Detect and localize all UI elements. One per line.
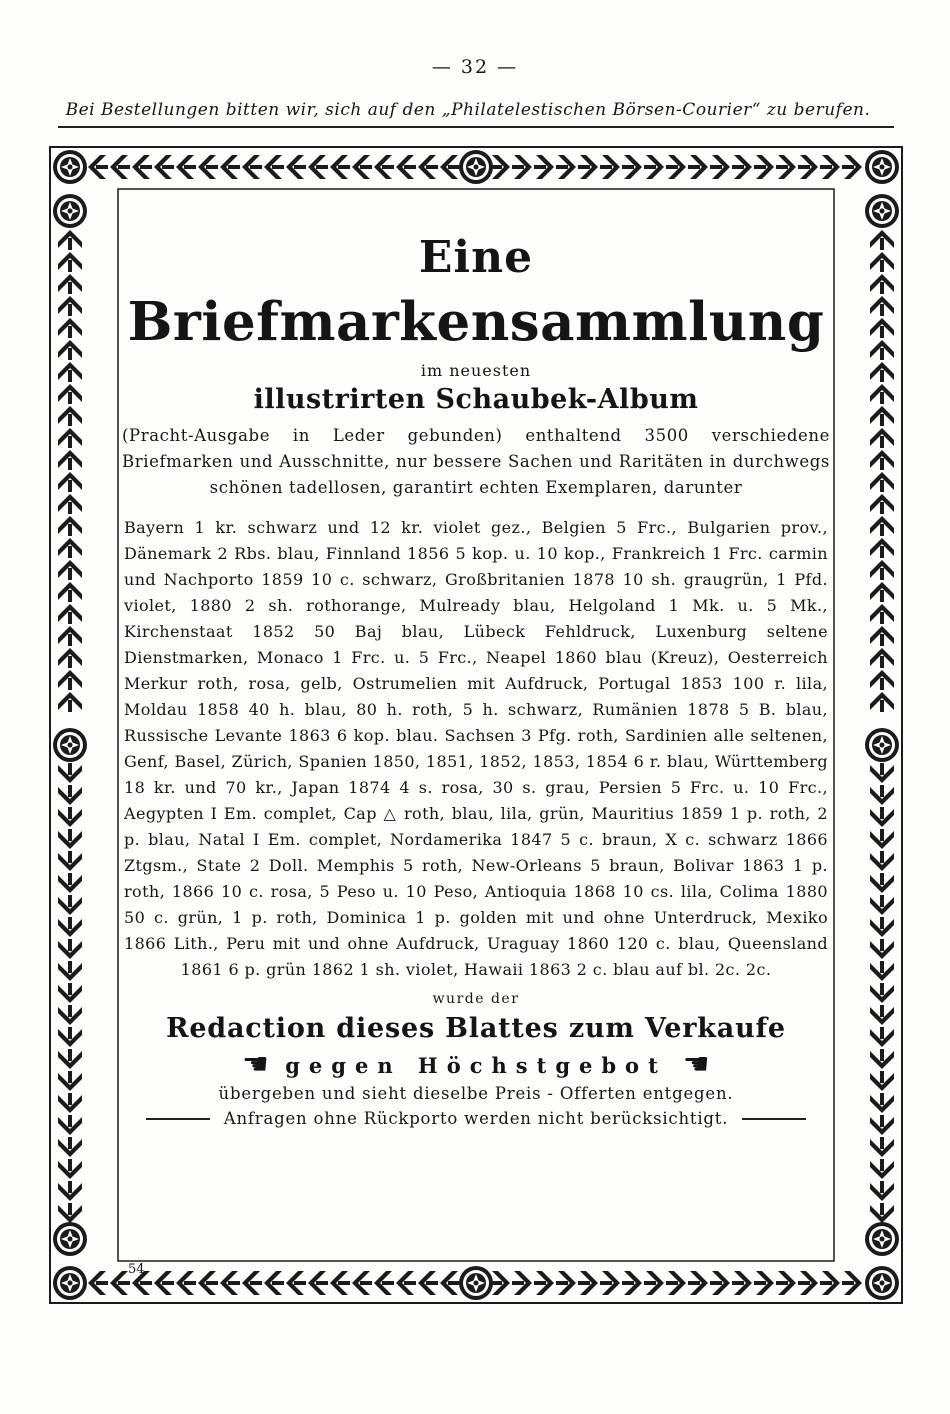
leaf-icon [58,917,82,937]
leaf-icon [870,626,894,646]
leaf-icon [176,1271,196,1295]
leaf-icon [870,1115,894,1135]
leaf-icon [870,873,894,893]
leaf-icon [58,1137,82,1157]
rosette-icon [865,1222,899,1256]
ad-offer: übergeben und sieht dieselbe Preis - Offerten entgegen. [218,1084,734,1103]
rosette-icon [53,194,87,228]
leaf-icon [58,829,82,849]
leaf-icon [870,939,894,959]
leaf-icon [870,384,894,404]
leaf-icon [776,1271,796,1295]
leaf-icon [58,961,82,981]
leaf-icon [58,851,82,871]
leaf-icon [198,1271,218,1295]
ad-subtitle: illustrirten Schaubek-Album [253,384,699,415]
rosette-icon [53,1266,87,1300]
leaf-icon [870,917,894,937]
rosette-icon [459,150,493,184]
leaf-icon [870,1027,894,1047]
leaf-icon [58,230,82,250]
leaf-icon [58,939,82,959]
leaf-icon [870,807,894,827]
leaf-icon [870,516,894,536]
leaf-icon [870,1159,894,1179]
leaf-icon [58,340,82,360]
leaf-icon [58,1027,82,1047]
leaf-icon [58,1159,82,1179]
leaf-icon [58,472,82,492]
leaf-icon [732,155,752,179]
leaf-icon [58,538,82,558]
leaf-icon [512,1271,532,1295]
leaf-icon [58,428,82,448]
gebot-row [118,1047,834,1082]
leaf-icon [710,155,730,179]
leaf-icon [666,1271,686,1295]
leaf-icon [58,582,82,602]
anfragen-row [118,1109,834,1128]
leaf-icon [754,1271,774,1295]
leaf-icon [132,155,152,179]
leaf-icon [58,670,82,690]
leaf-icon [842,155,862,179]
leaf-icon [220,1271,240,1295]
leaf-icon [58,1005,82,1025]
leaf-icon [58,807,82,827]
leaf-icon [440,155,460,179]
leaf-icon [870,318,894,338]
leaf-icon [870,406,894,426]
leaf-icon [58,362,82,382]
leaf-icon [820,155,840,179]
leaf-icon [870,851,894,871]
leaf-icon [308,1271,328,1295]
leaf-icon [870,582,894,602]
leaf-icon [58,406,82,426]
leaf-icon [330,155,350,179]
rosette-icon [53,150,87,184]
leaf-icon [58,785,82,805]
leaf-icon [870,895,894,915]
leaf-icon [242,155,262,179]
leaf-icon [198,155,218,179]
leaf-icon [600,1271,620,1295]
leaf-icon [58,1203,82,1223]
rosette-icon [53,728,87,762]
leaf-icon [870,648,894,668]
ad-number: 54 [128,1262,145,1277]
leaf-icon [58,1115,82,1135]
leaf-icon [286,1271,306,1295]
leaf-icon [58,1071,82,1091]
leaf-icon [352,155,372,179]
ad-intro: (Pracht-Ausgabe in Leder gebunden) enthaltend 3500 verschiedene Briefmarken und Ausschnitte, nur bessere Sachen und Raritäten in durchwegs schönen tadellosen, garantirt echten Exemplaren, darunter [122,426,830,497]
leaf-icon [58,1181,82,1201]
leaf-icon [870,785,894,805]
leaf-icon [644,155,664,179]
rosette-icon [865,728,899,762]
leaf-icon [870,1049,894,1069]
stamp-list: Bayern 1 kr. schwarz und 12 kr. violet gez., Belgien 5 Frc., Bulgarien prov., Dänemark 2 Rbs. blau, Finnland 1856 5 kop. u. 10 kop., Frankreich 1 Frc. carmin und Nachporto 1859 10 c. schwarz, Großbritanien 1878 10 sh. graugrün, 1 Pfd. violet, 1880 2 sh. rothorange, Mulready blau, Helgoland 1 Mk. u. 5 Mk., Kirchenstaat 1852 50 Baj blau, Lübeck Fehldruck, Luxenburg seltene Dienstmarken, Monaco 1 Frc. u. 5 Frc., Neapel 1860 blau (Kreuz), Oesterreich Merkur roth, rosa, gelb, Ostrumelien mit Aufdruck, Portugal 1853 100 r. lila, Moldau 1858 40 h. blau, 80 h. roth, 5 h. schwarz, Rumänien 1878 5 B. blau, Russische Levante 1863 6 kop. blau. Sachsen 3 Pfg. roth, Sardinien alle seltenen, Genf, Basel, Zürich, Spanien 1850, 1851, 1852, 1853, 1854 6 r. blau, Württemberg 18 kr. und 70 kr., Japan 1874 4 s. rosa, 30 s. grau, Persien 5 Frc. u. 10 Frc., Aegypten I Em. complet, Cap △ roth, blau, lila, grün, Mauritius 1859 1 p. roth, 2 p. blau, Natal I Em. complet, Nordamerika 1847 5 c. braun, X c. schwarz 1866 Ztgsm., State 2 Doll. Memphis 5 roth, New-Orleans 5 braun, Bolivar 1863 1 p. roth, 1866 10 c. rosa, 5 Peso u. 10 Peso, Antioquia 1868 10 cs. lila, Colima 1880 50 c. grün, 1 p. roth, Dominica 1 p. golden mit und ohne Unterdruck, Mexiko 1866 Lith., Peru mit und ohne Aufdruck, Uraguay 1860 120 c. blau, Queensland 1861 6 p. grün 1862 1 sh. violet, Hawaii 1863 2 c. blau auf bl. 2c. 2c. [124,518,828,979]
leaf-icon [870,230,894,250]
leaf-icon [556,155,576,179]
leaf-icon [870,1071,894,1091]
leaf-icon [534,1271,554,1295]
leaf-icon [870,296,894,316]
leaf-icon [440,1271,460,1295]
leaf-icon [512,155,532,179]
leaf-icon [58,895,82,915]
leaf-icon [418,1271,438,1295]
leaf-icon [58,494,82,514]
ad-anfragen: Anfragen ohne Rückporto werden nicht berücksichtigt. [223,1109,729,1128]
leaf-icon [58,604,82,624]
leaf-icon [644,1271,664,1295]
divider [742,1118,806,1120]
leaf-icon [396,155,416,179]
leaf-icon [58,252,82,272]
leaf-icon [58,296,82,316]
leaf-icon [870,1181,894,1201]
advertisement [118,220,834,1128]
leaf-icon [418,155,438,179]
ad-pre-subtitle: im neuesten [420,361,532,380]
leaf-icon [58,648,82,668]
ad-wurde: wurde der [432,991,520,1007]
leaf-icon [798,1271,818,1295]
leaf-icon [798,155,818,179]
leaf-icon [870,1203,894,1223]
leaf-icon [870,472,894,492]
leaf-icon [58,692,82,712]
leaf-icon [710,1271,730,1295]
leaf-icon [58,274,82,294]
leaf-icon [732,1271,752,1295]
leaf-icon [870,763,894,783]
rosette-icon [459,1266,493,1300]
leaf-icon [842,1271,862,1295]
leaf-icon [600,155,620,179]
leaf-icon [352,1271,372,1295]
leaf-icon [490,155,510,179]
leaf-icon [622,155,642,179]
rosette-icon [865,150,899,184]
leaf-icon [578,155,598,179]
leaf-icon [58,763,82,783]
leaf-icon [870,274,894,294]
leaf-icon [622,1271,642,1295]
leaf-icon [870,1005,894,1025]
leaf-icon [58,1049,82,1069]
leaf-icon [776,155,796,179]
leaf-icon [58,384,82,404]
leaf-icon [870,252,894,272]
leaf-icon [286,155,306,179]
leaf-icon [264,155,284,179]
leaf-icon [870,450,894,470]
leaf-icon [58,983,82,1003]
leaf-icon [870,428,894,448]
leaf-icon [870,1137,894,1157]
leaf-icon [870,340,894,360]
ad-redaction: Redaction dieses Blattes zum Verkaufe [166,1013,786,1044]
leaf-icon [870,670,894,690]
leaf-icon [754,155,774,179]
leaf-icon [88,1271,108,1295]
leaf-icon [58,318,82,338]
rosette-icon [865,194,899,228]
leaf-icon [58,1093,82,1113]
leaf-icon [870,829,894,849]
leaf-icon [870,604,894,624]
leaf-icon [88,155,108,179]
leaf-icon [110,1271,130,1295]
divider [146,1118,210,1120]
leaf-icon [220,155,240,179]
leaf-icon [58,873,82,893]
leaf-icon [58,516,82,536]
header-rule [58,126,894,128]
header-note: Bei Bestellungen bitten wir, sich auf den „Philatelestischen Börsen-Courier“ zu berufen. [65,100,871,120]
leaf-icon [242,1271,262,1295]
leaf-icon [58,560,82,580]
pointing-hand-icon: ☛ [242,1047,270,1082]
leaf-icon [870,1093,894,1113]
ad-gebot: gegen Höchstgebot [285,1052,667,1078]
leaf-icon [666,155,686,179]
leaf-icon [330,1271,350,1295]
leaf-icon [110,155,130,179]
leaf-icon [870,961,894,981]
ad-title: Briefmarkensammlung [127,291,825,353]
leaf-icon [870,538,894,558]
leaf-icon [688,155,708,179]
leaf-icon [308,155,328,179]
leaf-icon [374,1271,394,1295]
leaf-icon [870,494,894,514]
ad-kicker: Eine [418,232,534,283]
leaf-icon [870,560,894,580]
leaf-icon [870,983,894,1003]
leaf-icon [688,1271,708,1295]
rosette-icon [865,1266,899,1300]
leaf-icon [820,1271,840,1295]
page-number: — 32 — [431,56,519,78]
leaf-icon [578,1271,598,1295]
leaf-icon [534,155,554,179]
leaf-icon [556,1271,576,1295]
leaf-icon [176,155,196,179]
leaf-icon [870,362,894,382]
pointing-hand-icon: ☚ [682,1047,710,1082]
leaf-icon [374,155,394,179]
leaf-icon [396,1271,416,1295]
rosette-icon [53,1222,87,1256]
leaf-icon [870,692,894,712]
leaf-icon [58,626,82,646]
leaf-icon [264,1271,284,1295]
leaf-icon [490,1271,510,1295]
leaf-icon [154,1271,174,1295]
leaf-icon [58,450,82,470]
leaf-icon [154,155,174,179]
